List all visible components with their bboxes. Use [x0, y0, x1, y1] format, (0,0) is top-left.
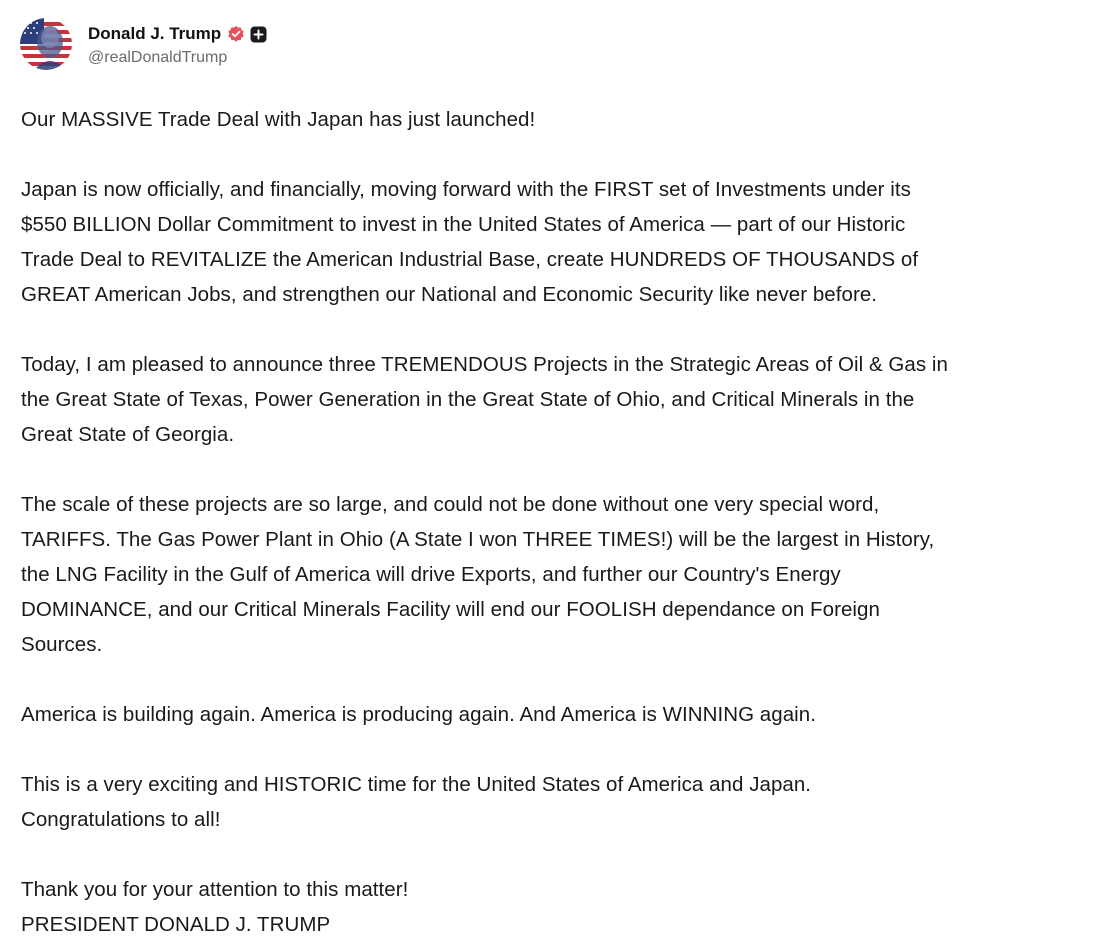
post-line: This is a very exciting and HISTORIC time for the United States of America and Japan. [21, 773, 812, 796]
author-identity [88, 21, 267, 67]
post-line: America is building again. America is producing again. And America is WINNING again. [21, 703, 816, 726]
post-paragraph [21, 697, 1093, 732]
post-body [21, 102, 1093, 942]
post-signoff [21, 872, 1093, 942]
author-display-name[interactable]: Donald J. Trump [88, 24, 222, 43]
post-line: Today, I am pleased to announce three TREMENDOUS Projects in the Strategic Areas of Oil & Gas in [21, 353, 948, 376]
post-line: Our MASSIVE Trade Deal with Japan has just launched! [21, 108, 536, 131]
post-line: Congratulations to all! [21, 808, 221, 831]
post-line: Sources. [21, 633, 103, 656]
post-line: $550 BILLION Dollar Commitment to invest in the United States of America — part of our Historic [21, 213, 906, 236]
plus-badge-icon [250, 26, 267, 43]
post-line: GREAT American Jobs, and strengthen our National and Economic Security like never before. [21, 283, 878, 306]
post-line: Trade Deal to REVITALIZE the American Industrial Base, create HUNDREDS OF THOUSANDS of [21, 248, 919, 271]
post-line: Japan is now officially, and financially, moving forward with the FIRST set of Investments under its [21, 178, 911, 201]
author-name-row [88, 21, 267, 47]
avatar-flag-portrait-icon [20, 18, 72, 70]
post-line: DOMINANCE, and our Critical Minerals Facility will end our FOOLISH dependance on Foreign [21, 598, 880, 621]
verified-icon [227, 25, 245, 43]
post-line: The scale of these projects are so large, and could not be done without one very special word, [21, 493, 880, 516]
post-paragraph [21, 487, 1093, 662]
post-paragraph [21, 102, 1093, 137]
post-paragraph [21, 767, 1093, 837]
post-header [20, 17, 267, 71]
post-line: Thank you for your attention to this matter! [21, 878, 409, 901]
post-paragraph [21, 347, 1093, 452]
post-signature: PRESIDENT DONALD J. TRUMP [21, 913, 331, 936]
post-line: the LNG Facility in the Gulf of America will drive Exports, and further our Country's Energy [21, 563, 841, 586]
avatar[interactable] [20, 18, 72, 70]
post-line: TARIFFS. The Gas Power Plant in Ohio (A State I won THREE TIMES!) will be the largest in History, [21, 528, 935, 551]
post-line: Great State of Georgia. [21, 423, 235, 446]
post-paragraph [21, 172, 1093, 312]
post-line: the Great State of Texas, Power Generation in the Great State of Ohio, and Critical Minerals in the [21, 388, 915, 411]
author-handle[interactable]: @realDonaldTrump [88, 49, 228, 66]
